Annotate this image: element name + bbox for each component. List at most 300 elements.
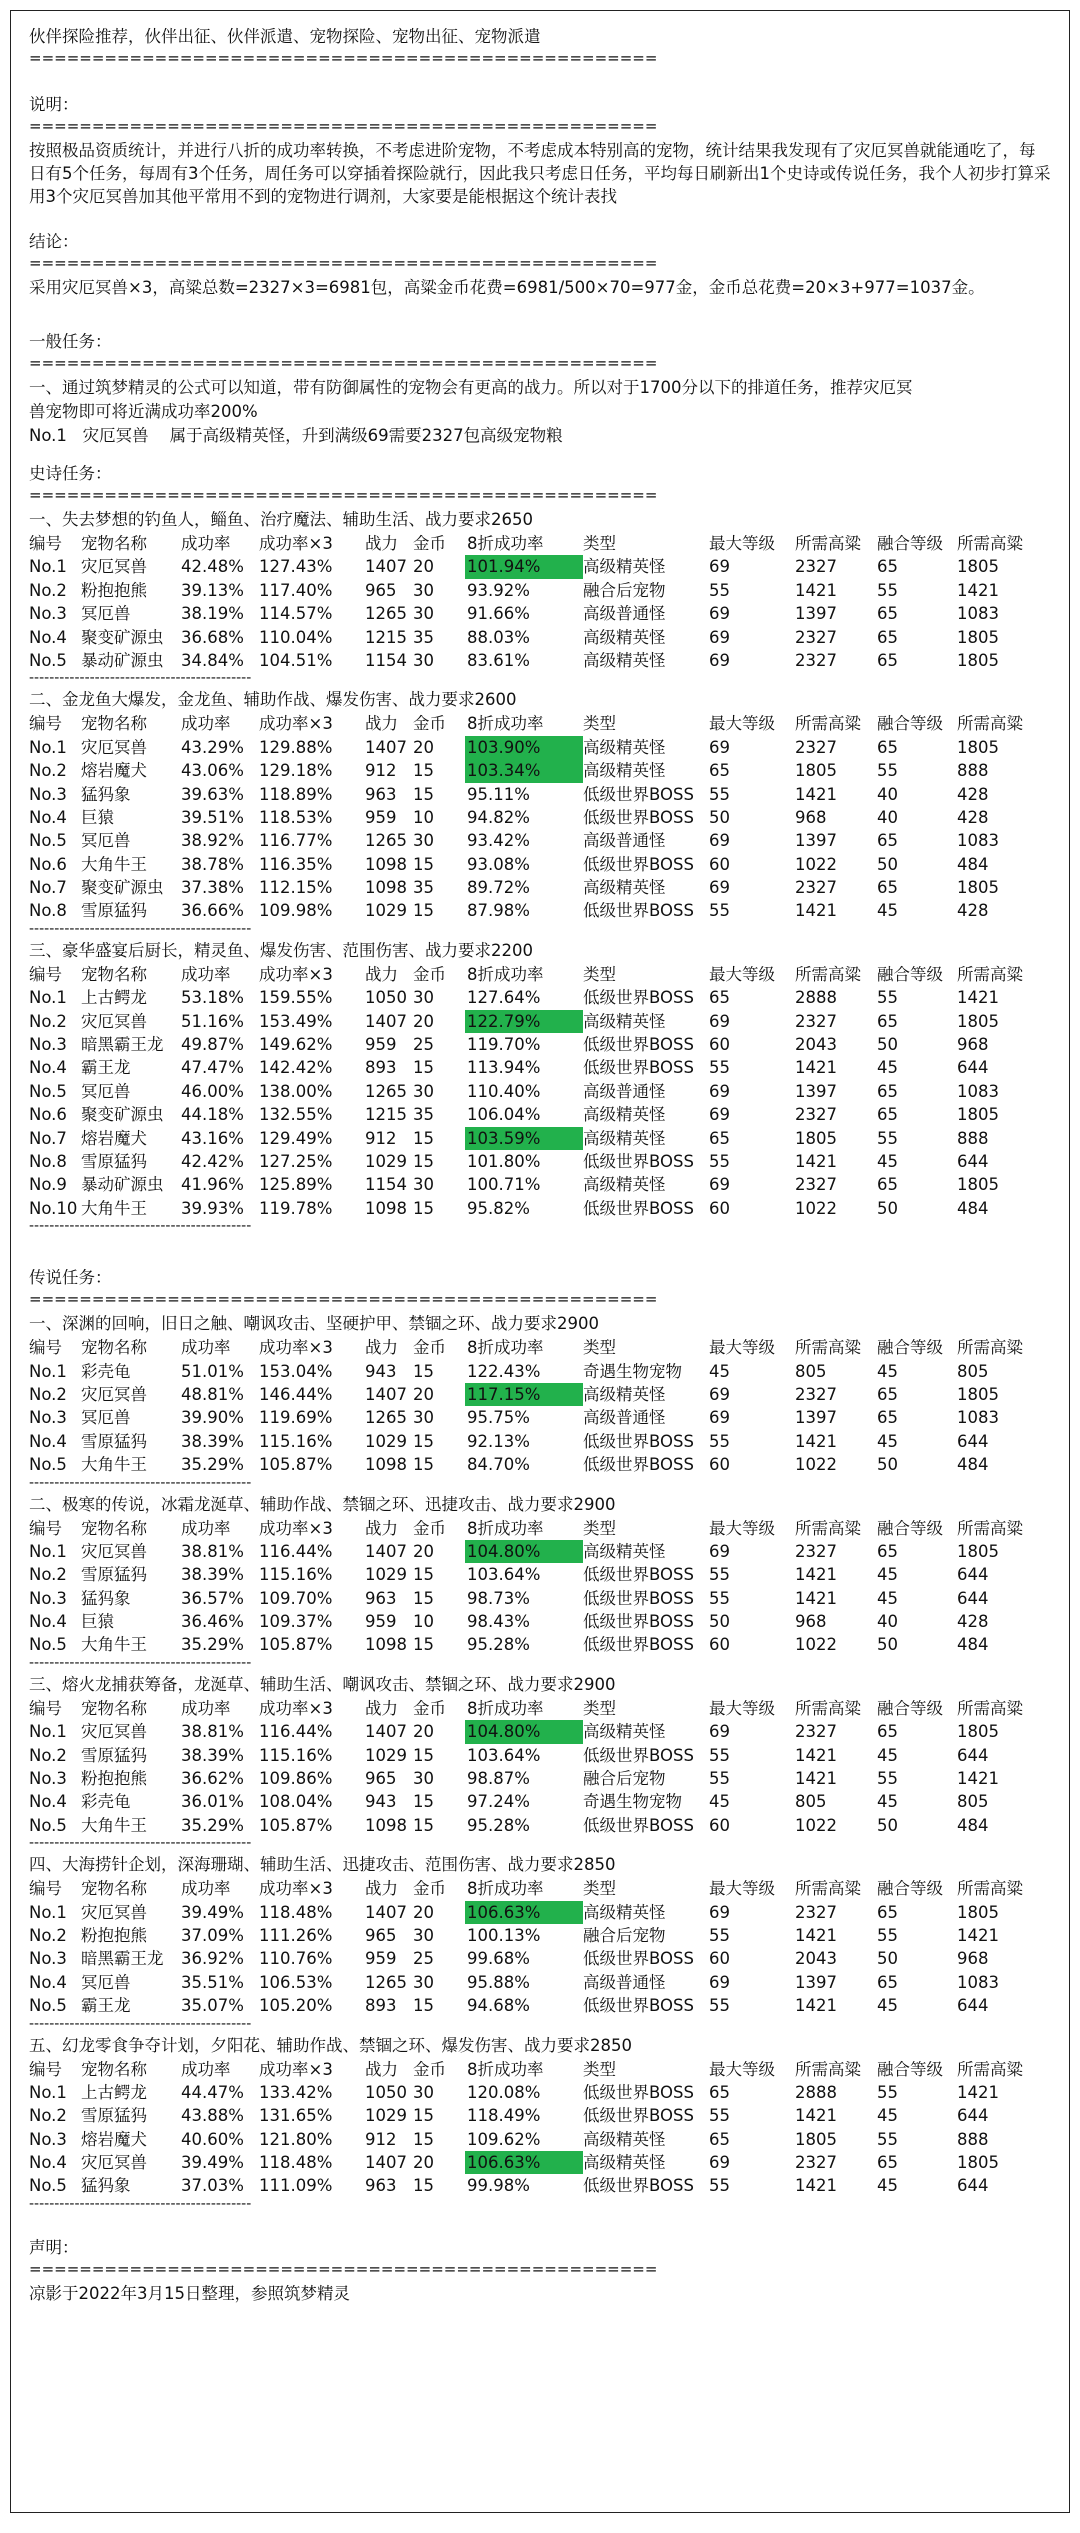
separator: ================================================== [29,254,658,272]
success-rate-x3: 115.16% [259,1745,333,1765]
epic-missions [29,508,1051,1236]
power: 963 [365,2176,397,2196]
fusion-sorghum: 428 [957,807,989,827]
power: 1029 [365,901,407,921]
required-sorghum: 1805 [795,761,837,781]
row-number: No.3 [29,1588,67,1608]
column-header: 战力 [365,1518,398,1538]
max-level: 55 [709,580,730,600]
power: 1265 [365,831,407,851]
pet-type: 低级世界BOSS [583,1612,694,1632]
pet-type: 低级世界BOSS [583,1635,694,1655]
success-rate: 36.62% [181,1769,244,1789]
success-rate-80: 93.92% [467,580,530,600]
success-rate-80: 122.43% [467,1361,541,1381]
column-header: 战力 [365,1338,398,1358]
mission-title: 三、熔火龙捕获筹备，龙涎草、辅助生活、嘲讽攻击、禁锢之环、战力要求2900 [29,1674,616,1694]
column-header: 金币 [413,1698,446,1718]
success-rate-80: 101.80% [467,1151,541,1171]
max-level: 69 [709,650,730,670]
row-number: No.4 [29,1792,67,1812]
row-number: No.4 [29,1431,67,1451]
gold: 15 [413,2176,434,2196]
success-rate: 36.68% [181,627,244,647]
pet-name: 灾厄冥兽 [81,1384,147,1404]
pet-type: 高级精英怪 [583,1541,666,1561]
mission-separator: -------------------------------------------- [29,1476,252,1491]
required-sorghum: 1421 [795,2106,837,2126]
gold: 15 [413,1745,434,1765]
explain-text: 按照极品资质统计，并进行八折的成功率转换，不考虑进阶宠物，不考虑成本特别高的宠物，统计结果我发现有了灾厄冥兽就能通吃了，每日有5个任务，每周有3个任务，周任务可以穿插着探险就行，因此我只考虑日任务，平均每日刷新出1个史诗或传说任务，我个人初步打算采用3个灾厄冥兽加其他平常用不到的宠物进行调剂，大家要是能根据这个统计表找 [29,141,1051,206]
mission-separator: -------------------------------------------- [29,922,252,937]
table-row [29,626,1051,649]
column-header: 编号 [29,964,62,984]
fusion-sorghum: 1083 [957,1972,999,1992]
pet-type: 低级世界BOSS [583,1565,694,1585]
row-number: No.5 [29,2176,67,2196]
fusion-level: 55 [877,988,898,1008]
row-number: No.5 [29,1996,67,2016]
mission-block [29,1493,1051,1673]
required-sorghum: 2327 [795,2153,837,2173]
power: 1265 [365,604,407,624]
success-rate-x3: 109.70% [259,1588,333,1608]
table-header [29,532,1051,555]
column-header: 8折成功率 [467,1338,544,1358]
general-heading: 一般任务： [29,332,112,351]
success-rate: 36.01% [181,1792,244,1812]
fusion-sorghum: 644 [957,2106,989,2126]
power: 1029 [365,2106,407,2126]
fusion-level: 45 [877,2176,898,2196]
success-rate-80: 99.98% [467,2176,530,2196]
column-header: 金币 [413,534,446,553]
table-row [29,1947,1051,1970]
general-line: 兽宠物即可将近满成功率200% [29,402,258,421]
column-header: 所需高粱 [957,1698,1023,1718]
row-number: No.5 [29,831,67,851]
mission-block [29,688,1051,939]
success-rate-80: 99.68% [467,1949,530,1969]
pet-name: 暗黑霸王龙 [81,1035,164,1055]
pet-name: 灾厄冥兽 [81,1541,147,1561]
fusion-sorghum: 1805 [957,2153,999,2173]
success-rate-80: 93.08% [467,854,530,874]
separator: ================================================== [29,1290,658,1309]
gold: 15 [413,1151,434,1171]
pet-name: 灾厄冥兽 [81,557,147,577]
column-header: 成功率×3 [259,1879,333,1899]
success-rate-80: 127.64% [467,988,541,1008]
success-rate-80: 95.28% [467,1635,530,1655]
fusion-level: 65 [877,1384,898,1404]
fusion-level: 40 [877,1612,898,1632]
column-header: 最大等级 [709,534,775,553]
success-rate-x3: 118.48% [259,1902,333,1922]
fusion-sorghum: 1083 [957,604,999,624]
mission-title: 二、金龙鱼大爆发，金龙鱼、辅助作战、爆发伤害、战力要求2600 [29,690,517,710]
success-rate-80: 89.72% [467,878,530,898]
column-header: 融合等级 [877,534,943,553]
pet-name: 大角牛王 [81,854,147,874]
pet-type: 高级普通怪 [583,1408,666,1428]
required-sorghum: 1421 [795,784,837,804]
success-rate-x3: 111.26% [259,1925,333,1945]
power: 1098 [365,854,407,874]
column-header: 成功率 [181,2059,231,2079]
pet-type: 低级世界BOSS [583,1058,694,1078]
column-header: 金币 [413,1518,446,1538]
fusion-sorghum: 888 [957,1128,989,1148]
success-rate-x3: 110.76% [259,1949,333,1969]
success-rate: 37.38% [181,878,244,898]
table-row [29,2151,1051,2174]
column-header: 战力 [365,2059,398,2079]
required-sorghum: 1421 [795,1996,837,2016]
table-row [29,1767,1051,1790]
success-rate: 37.03% [181,2176,244,2196]
table-row [29,649,1051,672]
success-rate-80: 104.80% [465,1720,583,1743]
success-rate: 36.66% [181,901,244,921]
table-header [29,963,1051,986]
success-rate-80: 98.87% [467,1769,530,1789]
column-header: 8折成功率 [467,534,544,553]
pet-type: 低级世界BOSS [583,988,694,1008]
gold: 30 [413,988,434,1008]
gold: 15 [413,1128,434,1148]
power: 1407 [365,1722,407,1742]
pet-name: 霸王龙 [81,1058,131,1078]
success-rate-x3: 146.44% [259,1384,333,1404]
table-row [29,829,1051,852]
gold: 30 [413,1769,434,1789]
success-rate-80: 122.79% [465,1010,583,1033]
gold: 35 [413,627,434,647]
success-rate: 49.87% [181,1035,244,1055]
pet-type: 低级世界BOSS [583,1431,694,1451]
success-rate-x3: 127.43% [259,557,333,577]
pet-name: 粉抱抱熊 [81,1769,147,1789]
column-header: 所需高粱 [795,1879,861,1899]
success-rate-x3: 105.87% [259,1815,333,1835]
success-rate-80: 103.64% [467,1565,541,1585]
gold: 15 [413,1815,434,1835]
column-header: 战力 [365,1879,398,1899]
mission-block [29,2034,1051,2214]
success-rate-x3: 116.77% [259,831,333,851]
row-number: No.2 [29,1745,67,1765]
row-number: No.3 [29,604,67,624]
pet-type: 低级世界BOSS [583,1588,694,1608]
column-header: 最大等级 [709,1879,775,1899]
success-rate-80: 94.82% [467,807,530,827]
row-number: No.2 [29,2106,67,2126]
success-rate-80: 117.15% [465,1383,583,1406]
fusion-level: 50 [877,1198,898,1218]
success-rate-80: 100.71% [467,1175,541,1195]
success-rate-x3: 132.55% [259,1105,333,1125]
gold: 35 [413,878,434,898]
power: 965 [365,1925,397,1945]
mission-title: 三、豪华盛宴后厨长，精灵鱼、爆发伤害、范围伤害、战力要求2200 [29,940,533,960]
max-level: 69 [709,1541,730,1561]
fusion-level: 50 [877,854,898,874]
power: 1029 [365,1431,407,1451]
fusion-sorghum: 1805 [957,1175,999,1195]
fusion-level: 65 [877,1081,898,1101]
column-header: 成功率×3 [259,714,333,734]
column-header: 8折成功率 [467,714,544,734]
required-sorghum: 2888 [795,2082,837,2102]
pet-type: 高级精英怪 [583,1128,666,1148]
required-sorghum: 1397 [795,1408,837,1428]
pet-type: 奇遇生物宠物 [583,1792,682,1812]
pet-name: 雪原猛犸 [81,1151,147,1171]
pet-name: 上古鳄龙 [81,988,147,1008]
pet-type: 高级精英怪 [583,1105,666,1125]
power: 1265 [365,1408,407,1428]
success-rate-80: 84.70% [467,1455,530,1475]
max-level: 69 [709,1384,730,1404]
mission-separator: -------------------------------------------- [29,1837,252,1852]
success-rate-x3: 159.55% [259,988,333,1008]
success-rate: 43.88% [181,2106,244,2126]
power: 1154 [365,1175,407,1195]
required-sorghum: 2327 [795,627,837,647]
table-row [29,579,1051,602]
power: 959 [365,807,397,827]
success-rate-80: 118.49% [467,2106,541,2126]
pet-name: 雪原猛犸 [81,901,147,921]
required-sorghum: 1022 [795,1198,837,1218]
table-row [29,1010,1051,1033]
power: 965 [365,580,397,600]
table-row [29,1901,1051,1924]
fusion-sorghum: 1805 [957,650,999,670]
legend-heading: 传说任务： [29,1268,112,1288]
table-row [29,1633,1051,1656]
max-level: 55 [709,1431,730,1451]
required-sorghum: 1421 [795,1565,837,1585]
separator: ================================================== [29,49,658,67]
required-sorghum: 1421 [795,1151,837,1171]
row-number: No.1 [29,737,67,757]
power: 1154 [365,650,407,670]
power: 1265 [365,1081,407,1101]
column-header: 所需高粱 [957,714,1023,734]
table-header [29,2058,1051,2081]
success-rate-80: 94.68% [467,1996,530,2016]
pet-type: 高级精英怪 [583,557,666,577]
success-rate: 35.07% [181,1996,244,2016]
column-header: 金币 [413,714,446,734]
max-level: 60 [709,1815,730,1835]
column-header: 成功率 [181,1518,231,1538]
pet-type: 低级世界BOSS [583,1815,694,1835]
table-row [29,1103,1051,1126]
pet-type: 低级世界BOSS [583,1151,694,1171]
row-number: No.1 [29,557,67,577]
fusion-sorghum: 1805 [957,1011,999,1031]
required-sorghum: 1421 [795,1769,837,1789]
max-level: 65 [709,988,730,1008]
table-row [29,759,1051,782]
max-level: 50 [709,807,730,827]
success-rate-x3: 115.16% [259,1565,333,1585]
power: 1215 [365,1105,407,1125]
table-row [29,736,1051,759]
table-header [29,1877,1051,1900]
success-rate: 43.06% [181,761,244,781]
pet-name: 熔岩魔犬 [81,761,147,781]
max-level: 69 [709,831,730,851]
pet-name: 冥厄兽 [81,1081,131,1101]
mission-title: 一、失去梦想的钓鱼人，鲻鱼、治疗魔法、辅助生活、战力要求2650 [29,510,533,529]
fusion-level: 45 [877,901,898,921]
table-row [29,1924,1051,1947]
column-header: 融合等级 [877,1698,943,1718]
column-header: 成功率×3 [259,534,333,553]
success-rate: 38.19% [181,604,244,624]
power: 912 [365,2129,397,2149]
gold: 30 [413,604,434,624]
fusion-sorghum: 1805 [957,878,999,898]
row-number: No.5 [29,1455,67,1475]
row-number: No.1 [29,1902,67,1922]
fusion-sorghum: 1805 [957,1384,999,1404]
table-row [29,1430,1051,1453]
required-sorghum: 2327 [795,1011,837,1031]
table-header [29,712,1051,735]
success-rate-x3: 109.98% [259,901,333,921]
fusion-level: 65 [877,627,898,647]
pet-name: 猛犸象 [81,2176,131,2196]
fusion-sorghum: 1805 [957,557,999,577]
max-level: 55 [709,1588,730,1608]
success-rate-x3: 109.86% [259,1769,333,1789]
fusion-sorghum: 1805 [957,1541,999,1561]
column-header: 编号 [29,1698,62,1718]
success-rate-x3: 149.62% [259,1035,333,1055]
success-rate: 36.57% [181,1588,244,1608]
gold: 20 [413,1011,434,1031]
success-rate-80: 113.94% [467,1058,541,1078]
required-sorghum: 968 [795,807,827,827]
success-rate-80: 95.75% [467,1408,530,1428]
pet-type: 低级世界BOSS [583,854,694,874]
success-rate-x3: 114.57% [259,604,333,624]
row-number: No.4 [29,627,67,647]
pet-type: 低级世界BOSS [583,901,694,921]
column-header: 所需高粱 [957,2059,1023,2079]
required-sorghum: 2043 [795,1035,837,1055]
pet-type: 高级普通怪 [583,1972,666,1992]
table-row [29,1720,1051,1743]
max-level: 55 [709,1151,730,1171]
required-sorghum: 805 [795,1792,827,1812]
column-header: 8折成功率 [467,964,544,984]
success-rate: 53.18% [181,988,244,1008]
success-rate-x3: 118.89% [259,784,333,804]
power: 1029 [365,1745,407,1765]
pet-type: 融合后宠物 [583,580,666,600]
table-row [29,1453,1051,1476]
pet-name: 聚变矿源虫 [81,878,164,898]
pet-name: 彩壳龟 [81,1792,131,1812]
required-sorghum: 1421 [795,1745,837,1765]
fusion-sorghum: 428 [957,1612,989,1632]
gold: 30 [413,1972,434,1992]
row-number: No.9 [29,1175,67,1195]
fusion-sorghum: 1805 [957,737,999,757]
column-header: 宠物名称 [81,534,147,553]
column-header: 成功率 [181,964,231,984]
mission-separator: -------------------------------------------- [29,2017,252,2032]
conclusion-heading: 结论： [29,232,79,251]
pet-type: 低级世界BOSS [583,2176,694,2196]
success-rate-x3: 125.89% [259,1175,333,1195]
pet-name: 冥厄兽 [81,604,131,624]
pet-type: 高级精英怪 [583,1722,666,1742]
success-rate-x3: 116.44% [259,1541,333,1561]
success-rate-x3: 110.04% [259,627,333,647]
fusion-sorghum: 428 [957,901,989,921]
success-rate: 44.18% [181,1105,244,1125]
max-level: 60 [709,1949,730,1969]
gold: 20 [413,1384,434,1404]
pet-type: 高级精英怪 [583,1384,666,1404]
column-header: 类型 [583,534,616,553]
row-number: No.3 [29,1408,67,1428]
mission-title: 二、极寒的传说，冰霜龙涎草、辅助作战、禁锢之环、迅捷攻击、战力要求2900 [29,1494,616,1514]
pet-name: 暗黑霸王龙 [81,1949,164,1969]
row-number: No.2 [29,1565,67,1585]
success-rate-x3: 108.04% [259,1792,333,1812]
column-header: 类型 [583,964,616,984]
required-sorghum: 2327 [795,650,837,670]
column-header: 宠物名称 [81,964,147,984]
separator: ================================================== [29,117,658,135]
pet-name: 灾厄冥兽 [81,1011,147,1031]
required-sorghum: 1805 [795,1128,837,1148]
success-rate-x3: 153.04% [259,1361,333,1381]
pet-type: 高级普通怪 [583,831,666,851]
fusion-level: 65 [877,1105,898,1125]
column-header: 类型 [583,2059,616,2079]
fusion-sorghum: 1421 [957,2082,999,2102]
mission-separator: -------------------------------------------- [29,672,252,687]
max-level: 65 [709,2082,730,2102]
fusion-sorghum: 1421 [957,1769,999,1789]
column-header: 成功率 [181,1338,231,1358]
general-line: 一、通过筑梦精灵的公式可以知道，带有防御属性的宠物会有更高的战力。所以对于1700分以下的排道任务，推荐灾厄冥 [29,378,913,397]
general-line: No.1 灾厄冥兽 属于高级精英怪，升到满级69需要2327包高级宠物粮 [29,426,563,445]
pet-type: 奇遇生物宠物 [583,1361,682,1381]
max-level: 69 [709,878,730,898]
fusion-level: 55 [877,1769,898,1789]
success-rate: 35.51% [181,1972,244,1992]
success-rate-80: 110.40% [467,1081,541,1101]
pet-type: 高级精英怪 [583,1902,666,1922]
column-header: 成功率×3 [259,1698,333,1718]
fusion-level: 65 [877,557,898,577]
required-sorghum: 2043 [795,1949,837,1969]
fusion-level: 50 [877,1635,898,1655]
max-level: 55 [709,2106,730,2126]
column-header: 8折成功率 [467,1518,544,1538]
fusion-level: 65 [877,1011,898,1031]
